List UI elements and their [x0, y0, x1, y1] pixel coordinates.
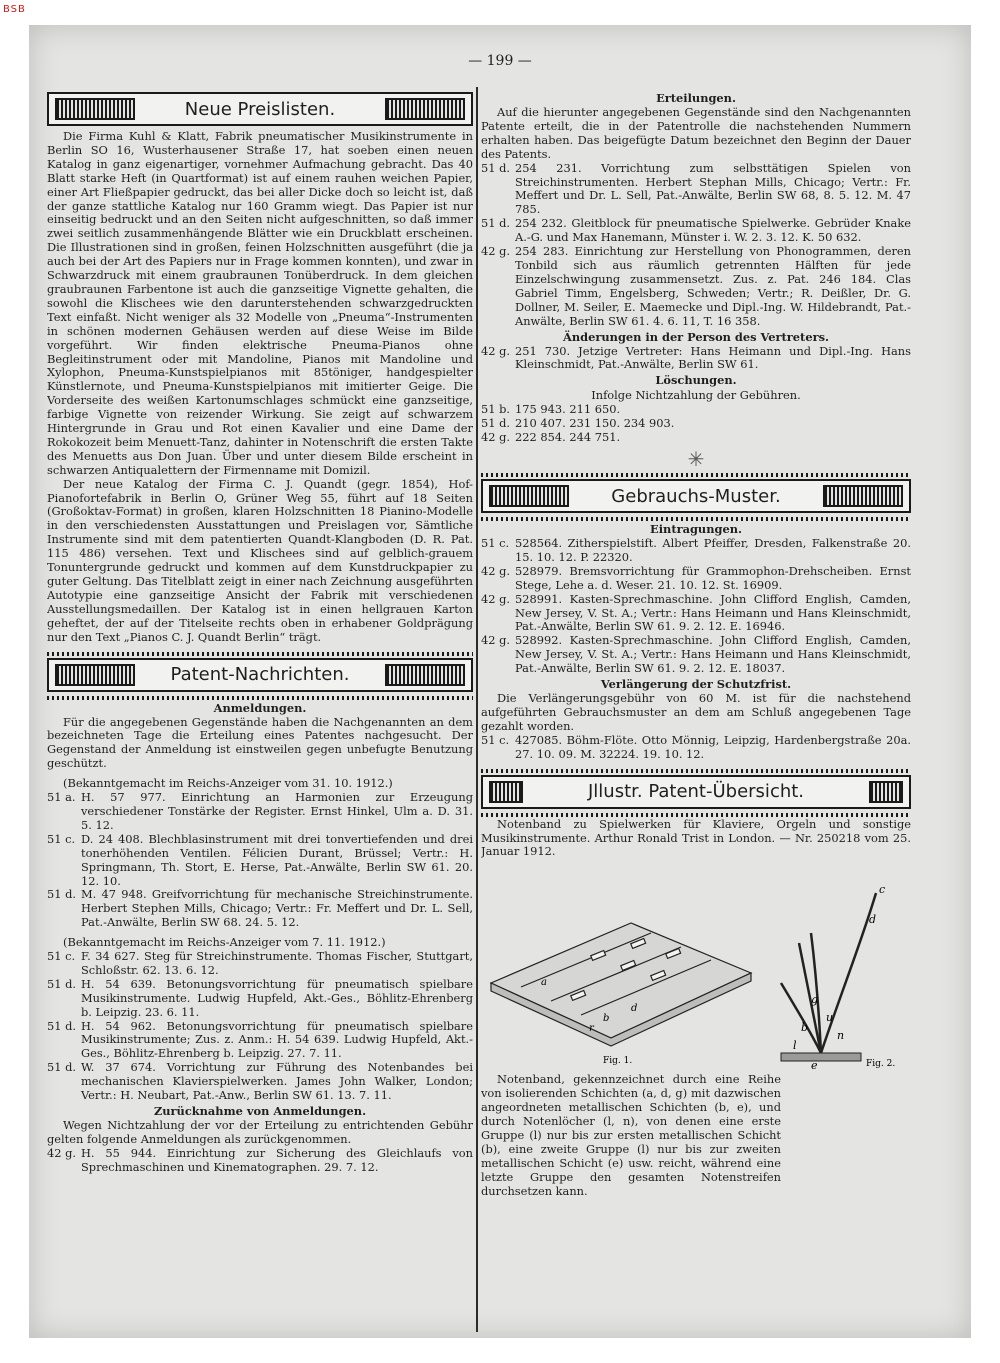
entry-row: [47, 791, 473, 833]
ornament-left-icon: [489, 485, 569, 507]
entry-row: [481, 565, 911, 593]
entry-class: 42 g.: [481, 343, 511, 358]
paragraph: Notenband zu Spielwerken für Klaviere, Orgeln und sonstige Musikinstrumente. Arthur Ronald Trist in London. — Nr. 250218 vom 25. Januar 1912.: [481, 816, 911, 859]
subheading: Infolge Nichtzahlung der Gebühren.: [591, 388, 801, 403]
entry-row: [481, 593, 911, 635]
figure-caption: Fig. 1.: [603, 1056, 633, 1067]
subheading: Löschungen.: [655, 373, 737, 388]
entry-text: 528991. Kasten-Sprechmaschine. John Clifford English, Camden, New Jersey, V. St. A.; Vertr.: Hans Heimann und Hans Kleinschmidt, Pat.-Anwälte, Berlin SW 61. 9. 2. 12. E. 16946.: [515, 591, 911, 634]
figure-letter: e: [811, 1059, 818, 1073]
ornament-left-icon: [55, 664, 135, 686]
entry-text: H. 57 977. Einrichtung an Harmonien zur Erzeugung verschiedener Tonstärke der Register. Ernst Hinkel, Ulm a. D. 31. 5. 12.: [81, 790, 473, 832]
entry-row: [47, 1147, 473, 1175]
entry-class: 51 a.: [47, 790, 76, 805]
column-divider: [476, 87, 478, 1332]
paragraph: Wegen Nichtzahlung der vor der Erteilung zu entrichtenden Gebühr gelten folgende Anmeldungen als zurückgenommen.: [47, 1118, 473, 1146]
entry-row: [481, 431, 911, 445]
figure-letter: l: [793, 1039, 797, 1053]
entry-class: 51 c.: [481, 732, 510, 747]
figure-letter: u: [826, 1011, 834, 1025]
announcement-line: (Bekanntgemacht im Reichs-Anzeiger vom 31. 10. 1912.): [63, 776, 393, 791]
entry-text: 251 730. Jetzige Vertreter: Hans Heimann und Dipl.-Ing. Hans Kleinschmidt, Pat.-Anwälte, Berlin SW 61.: [515, 343, 911, 372]
figure-letter: r: [589, 1023, 594, 1035]
entry-text: H. 54 962. Betonungsvorrichtung für pneumatisch spielbare Musikinstrumente; Zus. z. Anm.: H. 54 639. Ludwig Hupfeld, Akt.-Ges., Böhlitz-Ehrenberg b. Leipzig. 27. 7. 11.: [81, 1018, 473, 1061]
entry-text: 222 854. 244 751.: [515, 430, 621, 445]
paragraph: Für die angegebenen Gegenstände haben die Nachgenannten an dem bezeichneten Tage die Erteilung eines Patentes nachgesucht. Der Gegenstand der Anmeldung ist einstweilen gegen unbefugte Benutzung geschützt.: [47, 714, 473, 771]
entry-row: [481, 345, 911, 373]
paragraph: Notenband, gekennzeichnet durch eine Reihe von isolierenden Schichten (a, d, g) mit dazwischen angeordneten metallischen Schichten (b, e), und durch Notenlöcher (l, n), von denen eine erste Gruppe (l) nur bis zur ersten metallischen Schicht (b), eine zweite Gruppe (l) nur bis zur zweiten metallischen Schicht (e) usw. reicht, während eine letzte Gruppe den gesamten Notenstreifen durchsetzen kann.: [481, 1072, 781, 1198]
announcement-line: (Bekanntgemacht im Reichs-Anzeiger vom 7. 11. 1912.): [63, 935, 386, 950]
entry-text: W. 37 674. Vorrichtung zur Führung des Notenbandes bei mechanischen Klavierspielwerken. James John Walker, London; Vertr.: H. Neubart, Pat.-Anw., Berlin SW 61. 13. 7. 11.: [81, 1060, 473, 1103]
page-number: — 199 —: [468, 53, 532, 69]
entry-row: [481, 634, 911, 676]
entry-class: 51 d.: [47, 1018, 77, 1033]
entry-row: [481, 403, 911, 417]
entry-text: 254 232. Gleitblock für pneumatische Spielwerke. Gebrüder Knake A.-G. und Max Hanemann, Münster i. W. 2. 3. 12. K. 50 632.: [515, 216, 911, 245]
divider: [481, 517, 911, 521]
entry-class: 51 c.: [47, 949, 76, 964]
paragraph: Auf die hierunter angegebenen Gegenstände sind den Nachgenannten Patente erteilt, die in der Patentrolle die nachstehenden Nummern erhalten haben. Das beigefügte Datum bezeichnet den Beginn der Dauer des Patents.: [481, 105, 911, 161]
section-title: Jllustr. Patent-Übersicht.: [582, 781, 810, 802]
entry-row: [47, 950, 473, 978]
subheading: Erteilungen.: [656, 91, 736, 105]
entry-class: 51 b.: [481, 402, 511, 417]
preislisten-banner: [47, 92, 473, 126]
ornament-right-icon: [385, 664, 465, 686]
divider: [47, 696, 473, 700]
entry-class: 51 d.: [481, 160, 511, 175]
section-title: Patent-Nachrichten.: [165, 664, 356, 685]
figure-letter: d: [869, 913, 877, 927]
ornament-left-icon: [489, 781, 523, 803]
subheading: Verlängerung der Schutzfrist.: [600, 677, 792, 692]
subheading: Anmeldungen.: [213, 700, 307, 715]
entry-class: 51 d.: [47, 1060, 77, 1075]
entry-row: [481, 734, 911, 762]
paragraph: Die Firma Kuhl & Klatt, Fabrik pneumatischer Musikinstrumente in Berlin SO 16, Wusterhausener Straße 17, hat soeben einen neuen Katalog in ganz eigenartiger, vornehmer Aufmachung gebracht. Das 40 Blatt starke Heft (in Quartformat) ist auf einem rauhen weichen Papier, einer Art Fließpapier gedruckt, das bei aller Dicke doch so leicht ist, daß der ganze stattliche Katalog nur 160 Gramm wiegt. Das Papier ist nur einseitig bedruckt und an den Seiten nicht aufgeschnitten, so daß immer zwei seitlich zusammenhängende Blätter wie ein Druckblatt erscheinen. Die Illustrationen sind in großen, feinen Holzschnitten ausgeführt (die ja auch bei der Art des Papiers nur in Frage kommen konnten), und zwar in Schwarzdruck mit einem graubraunen Tonüberdruck. In dem gleichen graubraunen Farbentone ist auch die ganzseitige Vignette gehalten, die sowohl die Klischees wie den darunterstehenden schwarzgedruckten Text einfaßt. Nicht weniger als 32 Modelle von „Pneuma“-Instrumenten in schönen modernen Gehäusen werden auf diese Weise im Bilde vorgeführt. Wir finden elektrische Pneuma-Pianos ohne Begleitinstrument oder mit Mandoline, Pianos mit Mandoline und Xylophon, Pneuma-Kunstspielpianos mit 85töniger, handgespielter Künstlernote, und Pneuma-Kunstspielpianos mit imitierter Geige. Die Vorderseite des weißen Kartonumschlages schmückt eine ganzseitige, farbige Vignette von reizender Wirkung. Sie zeigt auf schwarzem Hintergrunde in Grau und Rot einen Kavalier und eine Dame der Rokokozeit beim Menuett-Tanz, dahinter in Notenschrift die ersten Takte des Menuetts aus Don Juan. Über und unter diesem Bilde erscheint in schwarzen Antiqualettern der Firmenname mit Domizil.: [47, 129, 473, 477]
uebersicht-banner: [481, 775, 911, 809]
subheading: Änderungen in der Person des Vertreters.: [563, 329, 829, 344]
section-title: Neue Preislisten.: [179, 99, 341, 120]
ornament-right-icon: [869, 781, 903, 803]
right-column: [481, 90, 911, 1199]
entry-text: 254 283. Einrichtung zur Herstellung von Phonogrammen, deren Tonbild sich aus räumlich getrennten Hälften für jede Einzelschwingung zusammensetzt. Zus. z. Pat. 246 184. Clas Gabriel Timm, Engelsberg, Schweden; Vertr.; R. Deißler, Dr. G. Dollner, M. Seiler, E. Maemecke und Dipl.-Ing. W. Hildebrandt, Pat.-Anwälte, Berlin SW 61. 4. 6. 11, T. 16 358.: [515, 244, 911, 328]
scanned-page: [29, 25, 971, 1338]
figure-letter: b: [603, 1013, 610, 1025]
figure-caption: Fig. 2.: [866, 1059, 896, 1070]
entry-class: 51 d.: [47, 887, 77, 902]
entry-class: 42 g.: [481, 633, 511, 648]
entry-text: 427085. Böhm-Flöte. Otto Mönnig, Leipzig, Hardenbergstraße 20a. 27. 10. 09. M. 32224. 19. 10. 12.: [515, 732, 911, 761]
entry-text: 254 231. Vorrichtung zum selbsttätigen Spielen von Streichinstrumenten. Herbert Stephan Mills, Chicago; Vertr.: Fr. Meffert und Dr. L. Sell, Pat.-Anwälte, Berlin SW 68, 8. 5. 12. M. 47 785.: [515, 160, 911, 217]
divider: [481, 769, 911, 773]
entry-text: 528564. Zitherspielstift. Albert Pfeiffer, Dresden, Falkenstraße 20. 15. 10. 12. P. 22320.: [515, 536, 911, 564]
entry-class: 51 d.: [481, 416, 511, 431]
figure-letter: d: [631, 1003, 638, 1015]
entry-text: D. 24 408. Blechblasinstrument mit drei tonvertiefenden und drei tonerhöhenden Ventilen. Félicien Durant, Brüssel; Vertr.: H. Springmann, Th. Stort, E. Herse, Pat.-Anwälte, Berlin SW 61. 20. 12. 10.: [81, 831, 473, 888]
entry-text: 210 407. 231 150. 234 903.: [515, 416, 675, 431]
asterisk-ornament-icon: ✳: [687, 447, 705, 472]
entry-row: [47, 1061, 473, 1103]
entry-class: 51 c.: [481, 536, 510, 551]
entry-class: 42 g.: [481, 563, 511, 578]
entry-row: [47, 888, 473, 930]
entry-row: [47, 1020, 473, 1062]
left-column: [47, 90, 473, 1175]
paragraph: Der neue Katalog der Firma C. J. Quandt (gegr. 1854), Hof-Pianofortefabrik in Berlin O, Grüner Weg 55, führt auf 18 Seiten (Großoktav-Format) in großen, klaren Holzschnitten 18 Pianino-Modelle in den verschiedensten Ausstattungen und Preislagen vor, Sämtliche Instrumente sind mit dem patentierten Quandt-Klangboden (D. R. Pat. 115 486) versehen. Text und Klischees sind auf gelblich-grauem Tonuntergrunde gedruckt und kommen auf dem Kunstdruckpapier zu guter Geltung. Das Titelblatt zeigt in einer nach Zeichnung ausgeführten Autotypie eine ganzseitige Ansicht der Fabrik mit verschiedenen Ausstellungsmedaillen. Der Katalog ist in einen hellgrauen Karton geheftet, der auf der Titelseite rechts oben in erhabener Goldprägung nur den Text „Pianos C. J. Quandt Berlin“ trägt.: [47, 476, 473, 644]
gebrauchs-banner: [481, 479, 911, 513]
entry-class: 51 d.: [481, 216, 511, 231]
figure-letter: g: [811, 993, 819, 1007]
entry-class: 42 g.: [47, 1145, 77, 1160]
entry-class: 42 g.: [481, 591, 511, 606]
figure-letter: a: [541, 977, 547, 989]
entry-row: [47, 833, 473, 889]
subheading: Zurücknahme von Anmeldungen.: [153, 1104, 367, 1118]
patent-figure: [481, 863, 911, 1073]
entry-text: 528979. Bremsvorrichtung für Grammophon-Drehscheiben. Ernst Stege, Lehe a. d. Weser. 21. 10. 12. St. 16909.: [515, 563, 911, 592]
entry-class: 51 c.: [47, 831, 76, 846]
ornament-right-icon: [385, 98, 465, 120]
divider: [481, 473, 911, 477]
entry-text: 528992. Kasten-Sprechmaschine. John Clifford English, Camden, New Jersey, V. St. A.; Vertr.: Hans Heimann und Hans Kleinschmidt, Pat.-Anwälte, Berlin SW 61. 9. 2. 12. E. 18037.: [515, 633, 911, 676]
entry-row: [481, 417, 911, 431]
watermark-label: BSB: [3, 4, 26, 15]
entry-row: [481, 537, 911, 565]
entry-class: 42 g.: [481, 430, 511, 445]
entry-row: [481, 217, 911, 245]
entry-text: F. 34 627. Steg für Streichinstrumente. Thomas Fischer, Stuttgart, Schloßstr. 62. 13. 6. 12.: [81, 949, 473, 977]
entry-row: [47, 978, 473, 1020]
entry-row: [481, 162, 911, 218]
subheading: Eintragungen.: [650, 522, 742, 537]
divider: [47, 652, 473, 656]
entry-text: H. 55 944. Einrichtung zur Sicherung des Gleichlaufs von Sprechmaschinen und Kinematographen. 29. 7. 12.: [81, 1145, 473, 1174]
patent-banner: [47, 658, 473, 692]
figure-letter: b: [801, 1021, 809, 1035]
figure-letter: c: [879, 883, 886, 897]
entry-class: 42 g.: [481, 244, 511, 259]
section-title: Gebrauchs-Muster.: [605, 486, 786, 507]
notenband-illustration: [481, 863, 911, 1073]
entry-row: [481, 245, 911, 328]
ornament-left-icon: [55, 98, 135, 120]
entry-text: 175 943. 211 650.: [515, 402, 621, 417]
ornament-right-icon: [823, 485, 903, 507]
entry-text: H. 54 639. Betonungsvorrichtung für pneumatisch spielbare Musikinstrumente. Ludwig Hupfeld, Akt.-Ges., Böhlitz-Ehrenberg b. Leipzig. 23. 6. 11.: [81, 976, 473, 1019]
paragraph: Die Verlängerungsgebühr von 60 M. ist für die nachstehend aufgeführten Gebrauchsmuster an dem am Schluß angegebenen Tage gezahlt worden.: [481, 691, 911, 733]
entry-class: 51 d.: [47, 976, 77, 991]
entry-text: M. 47 948. Greifvorrichtung für mechanische Streichinstrumente. Herbert Stephen Mills, Chicago; Vertr.: Fr. Meffert und Dr. L. Sell, Pat.-Anwälte, Berlin SW 68. 24. 5. 12.: [81, 887, 473, 930]
figure-letter: n: [837, 1029, 845, 1043]
